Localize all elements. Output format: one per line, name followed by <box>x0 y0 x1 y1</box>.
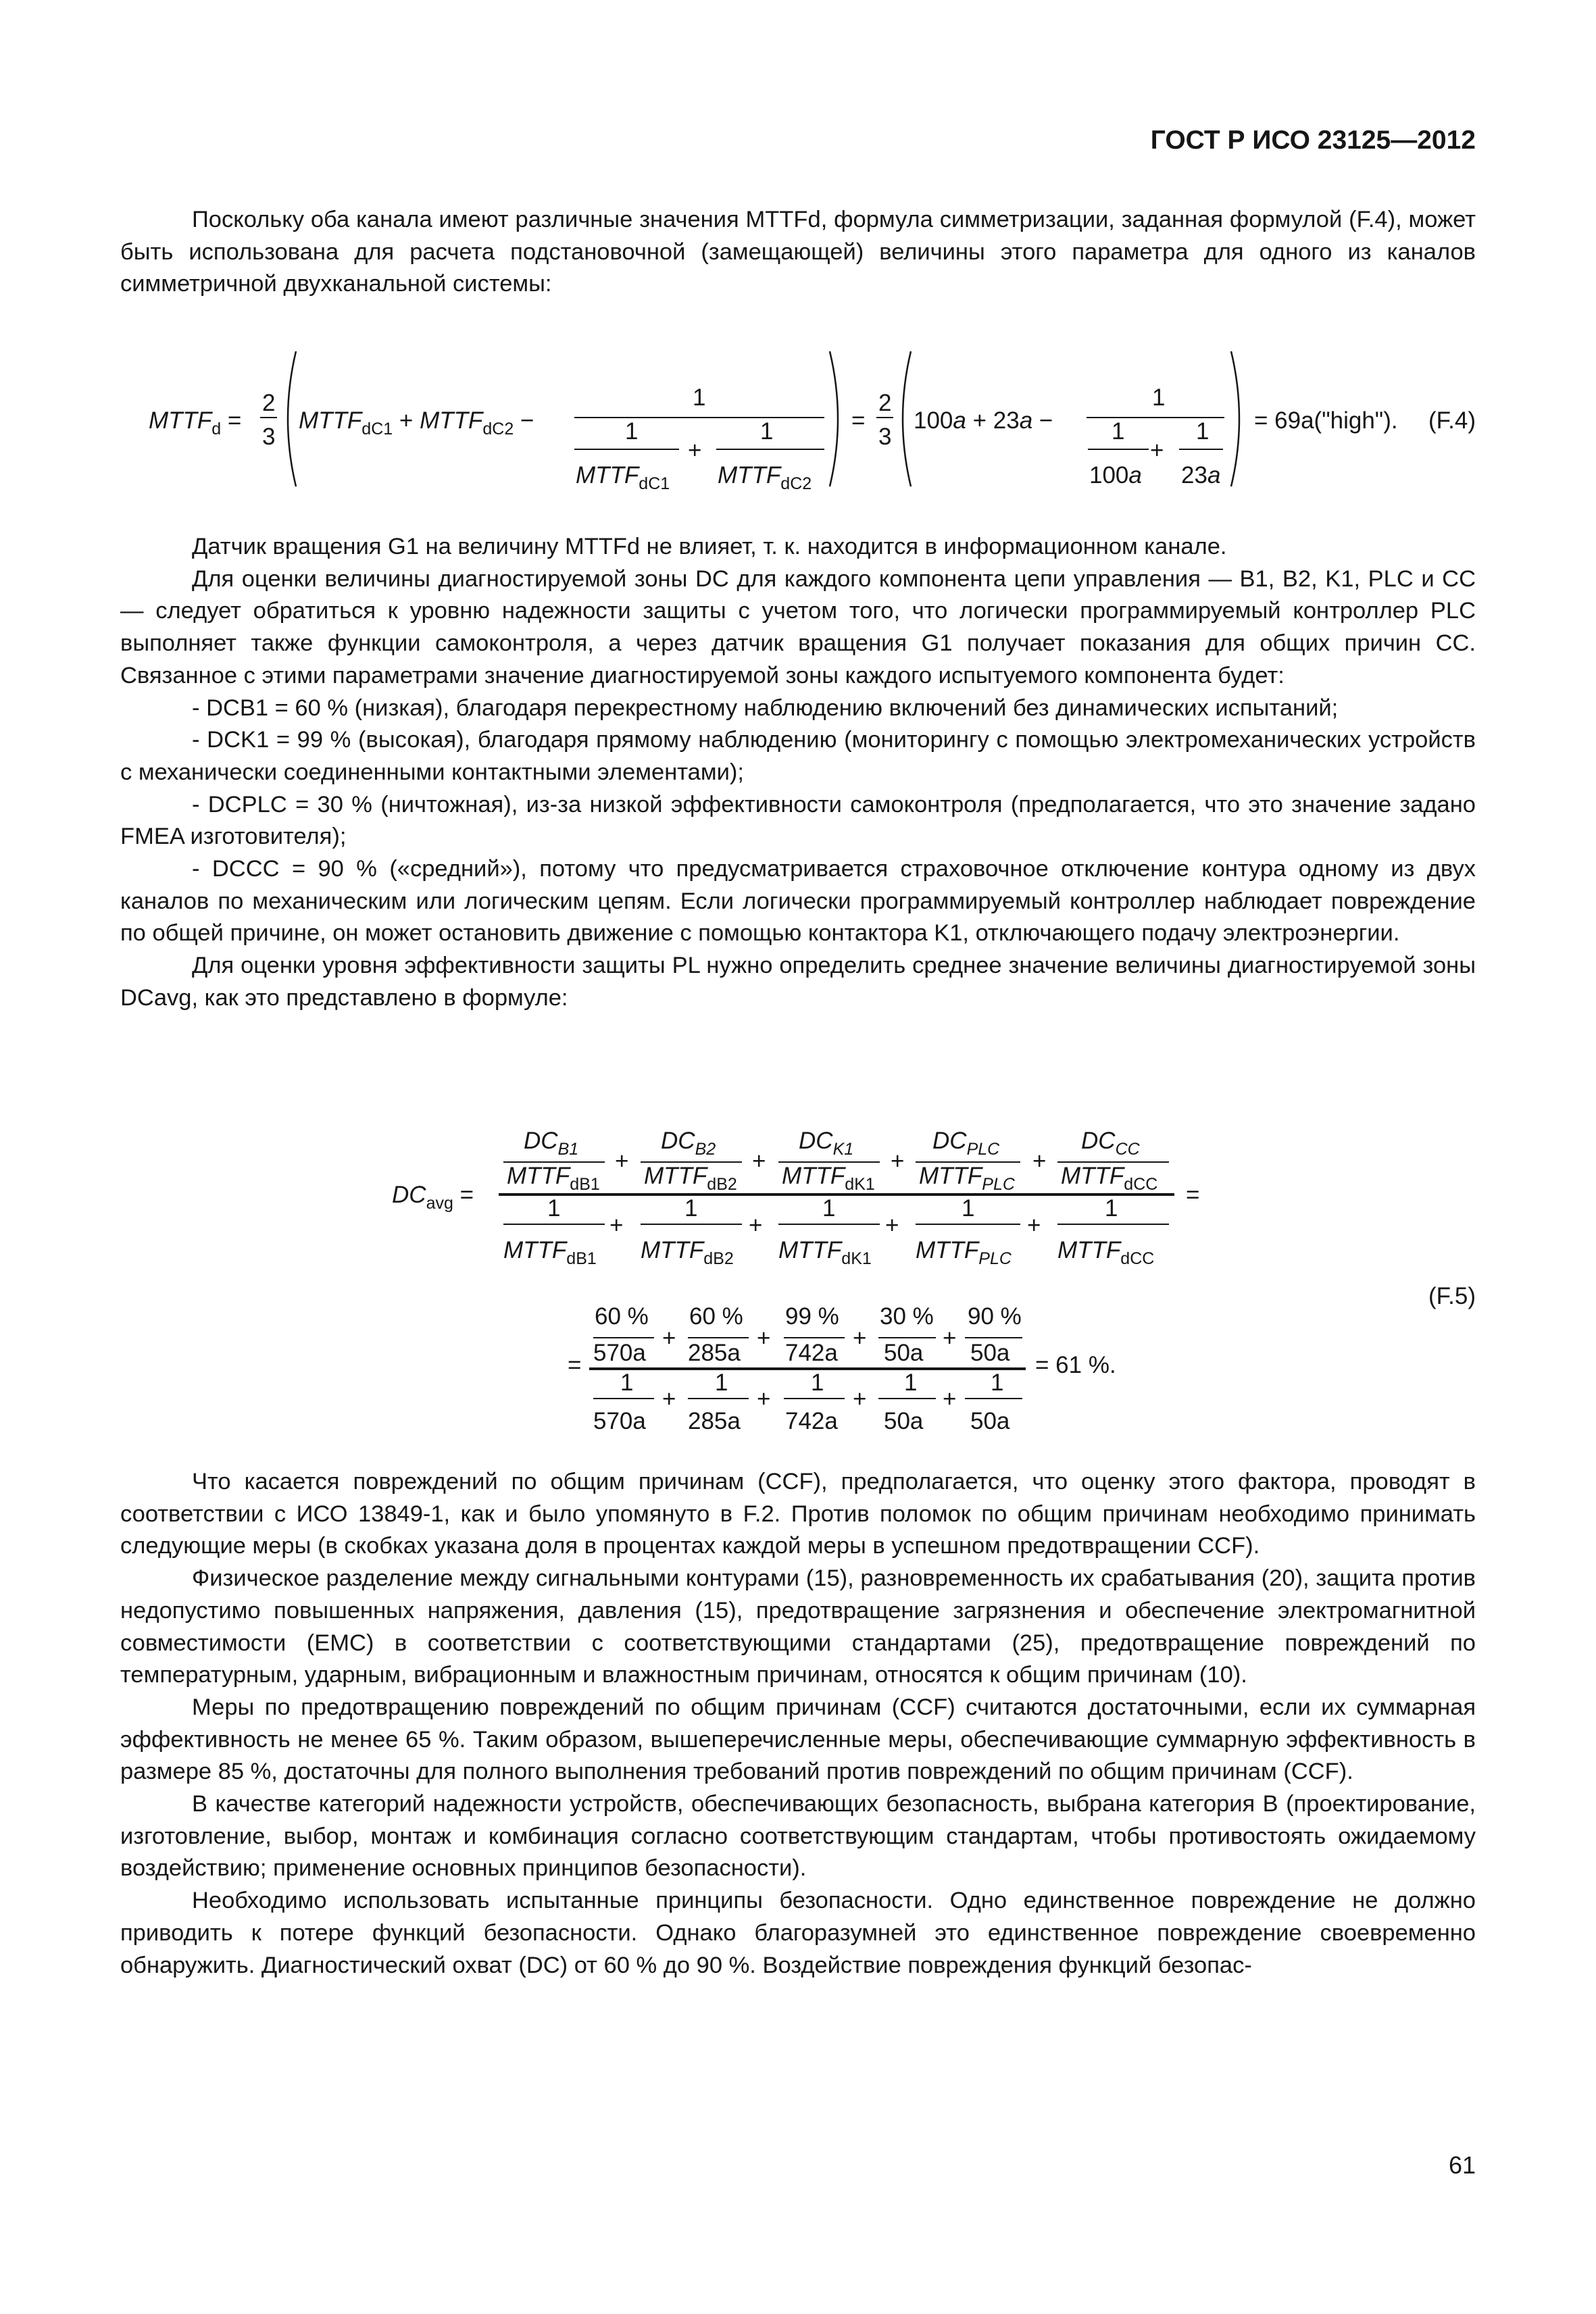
svg-text:DCK1: $DC_{K1}$ <box>799 1128 854 1159</box>
svg-text:99 %: 99 % <box>785 1303 839 1330</box>
body-section-2 <box>120 1466 1476 1982</box>
svg-text:MTTFPLC: $MTTF_{PLC}$ <box>916 1237 1012 1268</box>
svg-text:MTTFdCC: $MTTF_{dCC}$ <box>1061 1163 1158 1194</box>
svg-text:100a: 100a <box>1089 462 1142 488</box>
svg-text:50a: 50a <box>970 1408 1010 1434</box>
paragraph-7: Меры по предотвращению повреждений по общим причинам (CCF) считаются достаточными, если их суммарная эффективность не менее 65 %. Таким образом, вышеперечисленные меры, обеспечивающие суммарную эффективность в размере 85 %, достаточны для полного выполнения требований против повреждений по общим причинам (CCF). <box>120 1694 1476 1785</box>
svg-text:MTTFdCC: $MTTF_{dCC}$ <box>1057 1237 1155 1268</box>
svg-text:1: 1 <box>962 1195 975 1222</box>
svg-text:1: 1 <box>991 1369 1004 1396</box>
svg-text:60 %: 60 % <box>595 1303 649 1330</box>
svg-text:1: 1 <box>1152 384 1166 411</box>
svg-text:1: 1 <box>811 1369 824 1396</box>
svg-text:+: + <box>891 1148 905 1174</box>
svg-text:DCB2: $DC_{B2}$ <box>661 1128 716 1159</box>
svg-text:570a: 570a <box>593 1340 646 1366</box>
svg-text:3: 3 <box>878 424 892 450</box>
svg-text:MTTFdB2: $MTTF_{dB2}$ <box>644 1163 737 1194</box>
svg-text:=: = <box>1186 1182 1200 1208</box>
svg-text:1: 1 <box>822 1195 836 1222</box>
svg-text:3: 3 <box>262 424 276 450</box>
svg-text:MTTFdB1: $MTTF_{dB1}$ <box>507 1163 600 1194</box>
document-header: ГОСТ Р ИСО 23125—2012 <box>1150 126 1476 155</box>
page-number: 61 <box>1448 2151 1476 2179</box>
svg-text:1: 1 <box>715 1369 728 1396</box>
svg-text:1: 1 <box>547 1195 561 1222</box>
f5-label: (F.5) <box>1428 1283 1476 1309</box>
svg-text:23a: 23a <box>1181 462 1221 488</box>
formula-f4 <box>0 338 1596 500</box>
svg-text:DCB1: $DC_{B1}$ <box>524 1128 579 1159</box>
svg-text:MTTFPLC: $MTTF_{PLC}$ <box>919 1163 1015 1194</box>
f5-result: = 61 %. <box>1035 1352 1116 1378</box>
svg-text:MTTFdC1 + MTTFdC2 −: $MTTF_{dC1}$ + $MTTF_{dC2}$ − <box>299 407 534 438</box>
svg-text:=: = <box>568 1352 582 1378</box>
paragraph-6: Физическое разделение между сигнальными контурами (15), разновременность их срабатывания (20), защита против недопустимо повышенных напряжения, давления (15), предотвращение загрязнения и обеспечение электромагнитной совместимости (ЕМС) в соответствии с соответствующими стандартами (25), предотвращение повреждений по температурным, ударным, вибрационным и влажностным причинам, относятся к общим причинам (10). <box>120 1565 1476 1688</box>
svg-text:570a: 570a <box>593 1408 646 1434</box>
svg-text:+: + <box>615 1148 629 1174</box>
intro-paragraph <box>120 204 1476 301</box>
paragraph-1: Поскольку оба канала имеют различные значения MTTFd, формула симметризации, заданная формулой (F.4), может быть использована для расчета подстановочной (замещающей) величины этого параметра для одного из каналов симметричной двухканальной системы: <box>120 207 1476 297</box>
svg-text:+: + <box>1150 437 1164 463</box>
svg-text:+: + <box>943 1325 957 1351</box>
svg-text:742a: 742a <box>785 1340 838 1366</box>
svg-text:1: 1 <box>904 1369 918 1396</box>
svg-text:+: + <box>662 1386 676 1412</box>
dc-list-item: - DCB1 = 60 % (низкая), благодаря перекрестному наблюдению включений без динамических испытаний; <box>192 695 1339 721</box>
svg-text:DCPLC: $DC_{PLC}$ <box>932 1128 1000 1159</box>
svg-text:1: 1 <box>760 418 774 445</box>
svg-text:+: + <box>943 1386 957 1412</box>
svg-text:+: + <box>853 1386 867 1412</box>
svg-text:285a: 285a <box>688 1408 741 1434</box>
svg-text:MTTFdK1: $MTTF_{dK1}$ <box>778 1237 872 1268</box>
svg-text:+: + <box>885 1212 899 1238</box>
svg-text:+: + <box>1032 1148 1047 1174</box>
svg-text:MTTFdB1: $MTTF_{dB1}$ <box>503 1237 597 1268</box>
svg-text:50a: 50a <box>970 1340 1010 1366</box>
svg-text:MTTFdC2: $MTTF_{dC2}$ <box>718 462 812 493</box>
svg-text:1: 1 <box>1105 1195 1118 1222</box>
paragraph-9: Необходимо использовать испытанные принципы безопасности. Одно единственное повреждение не должно приводить к потере функций безопасности. Однако благоразумней это единственное повреждение своевременно обнаружить. Диагностический охват (DC) от 60 % до 90 %. Воздействие повреждения функций безопас- <box>120 1888 1476 1978</box>
svg-text:+: + <box>609 1212 624 1238</box>
svg-text:=: = <box>851 407 866 434</box>
svg-text:50a: 50a <box>884 1408 924 1434</box>
dc-list-item: - DCPLC = 30 % (ничтожная), из-за низкой эффективности самоконтроля (предполагается, что это значение задано FMEA изготовителя); <box>120 791 1476 850</box>
paragraph-4: Для оценки уровня эффективности защиты PL нужно определить среднее значение величины диагностируемой зоны DCavg, как это представлено в формуле: <box>120 953 1476 1011</box>
paragraph-2: Датчик вращения G1 на величину MTTFd не влияет, т. к. находится в информационном канале. <box>192 534 1227 559</box>
svg-text:2: 2 <box>878 390 892 416</box>
svg-text:50a: 50a <box>884 1340 924 1366</box>
svg-text:1: 1 <box>1196 418 1210 445</box>
svg-text:90 %: 90 % <box>968 1303 1022 1330</box>
svg-text:60 %: 60 % <box>689 1303 743 1330</box>
svg-text:+: + <box>688 437 702 463</box>
formula-f5 <box>0 1108 1596 1446</box>
svg-text:+: + <box>662 1325 676 1351</box>
svg-text:285a: 285a <box>688 1340 741 1366</box>
svg-text:1: 1 <box>693 384 706 411</box>
svg-text:MTTFd =: $MTTF_d$ = <box>149 407 242 438</box>
svg-text:+: + <box>853 1325 867 1351</box>
svg-text:MTTFdB2: $MTTF_{dB2}$ <box>641 1237 734 1268</box>
svg-text:742a: 742a <box>785 1408 838 1434</box>
svg-text:2: 2 <box>262 390 276 416</box>
svg-text:+: + <box>757 1325 771 1351</box>
svg-text:MTTFdK1: $MTTF_{dK1}$ <box>782 1163 875 1194</box>
svg-text:1: 1 <box>684 1195 698 1222</box>
svg-text:+: + <box>1027 1212 1041 1238</box>
svg-text:100a + 23a −: 100a + 23a − <box>914 407 1053 434</box>
f4-result: = 69a("high"). <box>1254 407 1398 434</box>
f4-label: (F.4) <box>1428 407 1476 434</box>
svg-text:DCavg =: $DC_{avg}$ = <box>392 1182 474 1213</box>
svg-text:MTTFdC1: $MTTF_{dC1}$ <box>576 462 670 493</box>
body-section-1 <box>120 531 1476 1015</box>
dc-list-item: - DCCC = 90 % («средний»), потому что предусматривается страховочное отключение контура одному из двух каналов по механическим или логическим цепям. Если логически программируемый контроллер наблюдает повреждение по общей причине, он может остановить движение с помощью контактора K1, отключающего подачу электроэнергии. <box>120 856 1476 947</box>
svg-text:30 %: 30 % <box>880 1303 934 1330</box>
svg-text:+: + <box>752 1148 766 1174</box>
svg-text:1: 1 <box>625 418 639 445</box>
paragraph-8: В качестве категорий надежности устройств, обеспечивающих безопасность, выбрана категория B (проектирование, изготовление, выбор, монтаж и комбинация согласно соответствующим стандартам, чтобы противостоять ожидаемому воздействию; применение основных принципов безопасности). <box>120 1791 1476 1882</box>
dc-list-item: - DCK1 = 99 % (высокая), благодаря прямому наблюдению (мониторингу с помощью электромеханических устройств с механически соединенными контактными элементами); <box>120 727 1476 785</box>
paragraph-5: Что касается повреждений по общим причинам (CCF), предполагается, что оценку этого фактора, проводят в соответствии с ИСО 13849-1, как и было упомянуто в F.2. Против поломок по общим причинам необходимо принимать следующие меры (в скобках указана доля в процентах каждой меры в успешном предотвращении CCF). <box>120 1469 1476 1559</box>
svg-text:1: 1 <box>620 1369 634 1396</box>
paragraph-3: Для оценки величины диагностируемой зоны DC для каждого компонента цепи управления — B1, B2, K1, PLC и CC — следует обратиться к уровню надежности защиты с учетом того, что логически программируемый контроллер PLC выполняет также функции самоконтроля, а через датчик вращения G1 получает показания для общих причин CC. Связанное с этими параметрами значение диагностируемой зоны каждого испытуемого компонента будет: <box>120 565 1476 688</box>
svg-text:+: + <box>749 1212 763 1238</box>
svg-text:1: 1 <box>1112 418 1125 445</box>
svg-text:DCCC: $DC_{CC}$ <box>1081 1128 1140 1159</box>
svg-text:+: + <box>757 1386 771 1412</box>
